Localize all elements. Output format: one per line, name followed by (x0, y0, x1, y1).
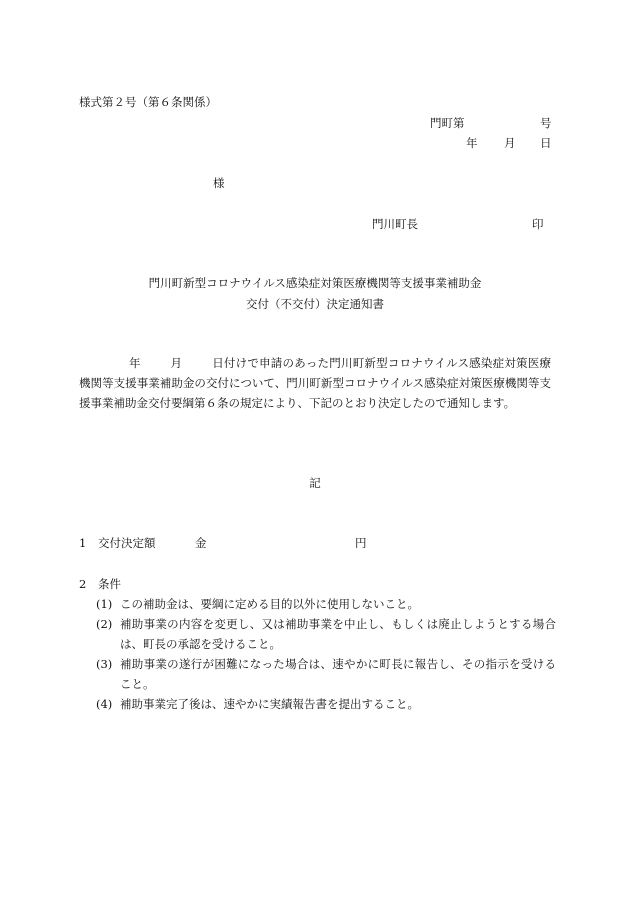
item-1-label: 交付決定額 (98, 536, 156, 550)
condition-number: (4) (96, 697, 113, 711)
condition-text: 補助事業完了後は、速やかに実績報告書を提出すること。 (120, 697, 419, 711)
condition-item (96, 654, 556, 694)
addressee-honorific: 様 (213, 176, 225, 190)
document-number-prefix: 門町第 (430, 116, 465, 130)
condition-text: この補助金は、要綱に定める目的以外に使用しないこと。 (120, 597, 419, 611)
date-year-label: 年 (466, 136, 478, 150)
item-2-label: 条件 (98, 577, 121, 591)
date-month-label: 月 (504, 136, 516, 150)
body-month-label: 月 (170, 356, 182, 370)
condition-number: (2) (96, 617, 113, 631)
condition-item (96, 694, 556, 714)
condition-text: 補助事業の遂行が困難になった場合は、速やかに町長に報告し、その指示を受けること。 (120, 657, 556, 691)
issuer-title: 門川町長 (372, 217, 418, 231)
document-title-line-2: 交付（不交付）決定通知書 (246, 297, 384, 311)
body-paragraph (79, 353, 551, 413)
ki-heading: 記 (309, 476, 321, 490)
date-day-label: 日 (540, 136, 552, 150)
item-1-amount-prefix: 金 (195, 536, 207, 550)
form-number: 様式第２号（第６条関係） (79, 95, 217, 109)
issuer-seal-mark: 印 (532, 217, 544, 231)
condition-item (96, 614, 556, 654)
body-text: 日付けで申請のあった門川町新型コロナウイルス感染症対策医療機関等支援事業補助金の交付について、門川町新型コロナウイルス感染症対策医療機関等支援事業補助金交付要綱第６条の規定により、下記のとおり決定したので通知します。 (79, 356, 551, 410)
document-title-line-1: 門川町新型コロナウイルス感染症対策医療機関等支援事業補助金 (148, 276, 482, 290)
condition-text: 補助事業の内容を変更し、又は補助事業を中止し、もしくは廃止しようとする場合は、町長の承認を受けること。 (120, 617, 556, 651)
item-1-amount-unit: 円 (355, 536, 367, 550)
item-2-number: 2 (79, 577, 87, 591)
document-number-suffix: 号 (540, 116, 552, 130)
item-1-number: 1 (79, 536, 87, 550)
body-year-label: 年 (129, 356, 141, 370)
condition-number: (3) (96, 657, 113, 671)
condition-item (96, 594, 556, 614)
condition-number: (1) (96, 597, 113, 611)
